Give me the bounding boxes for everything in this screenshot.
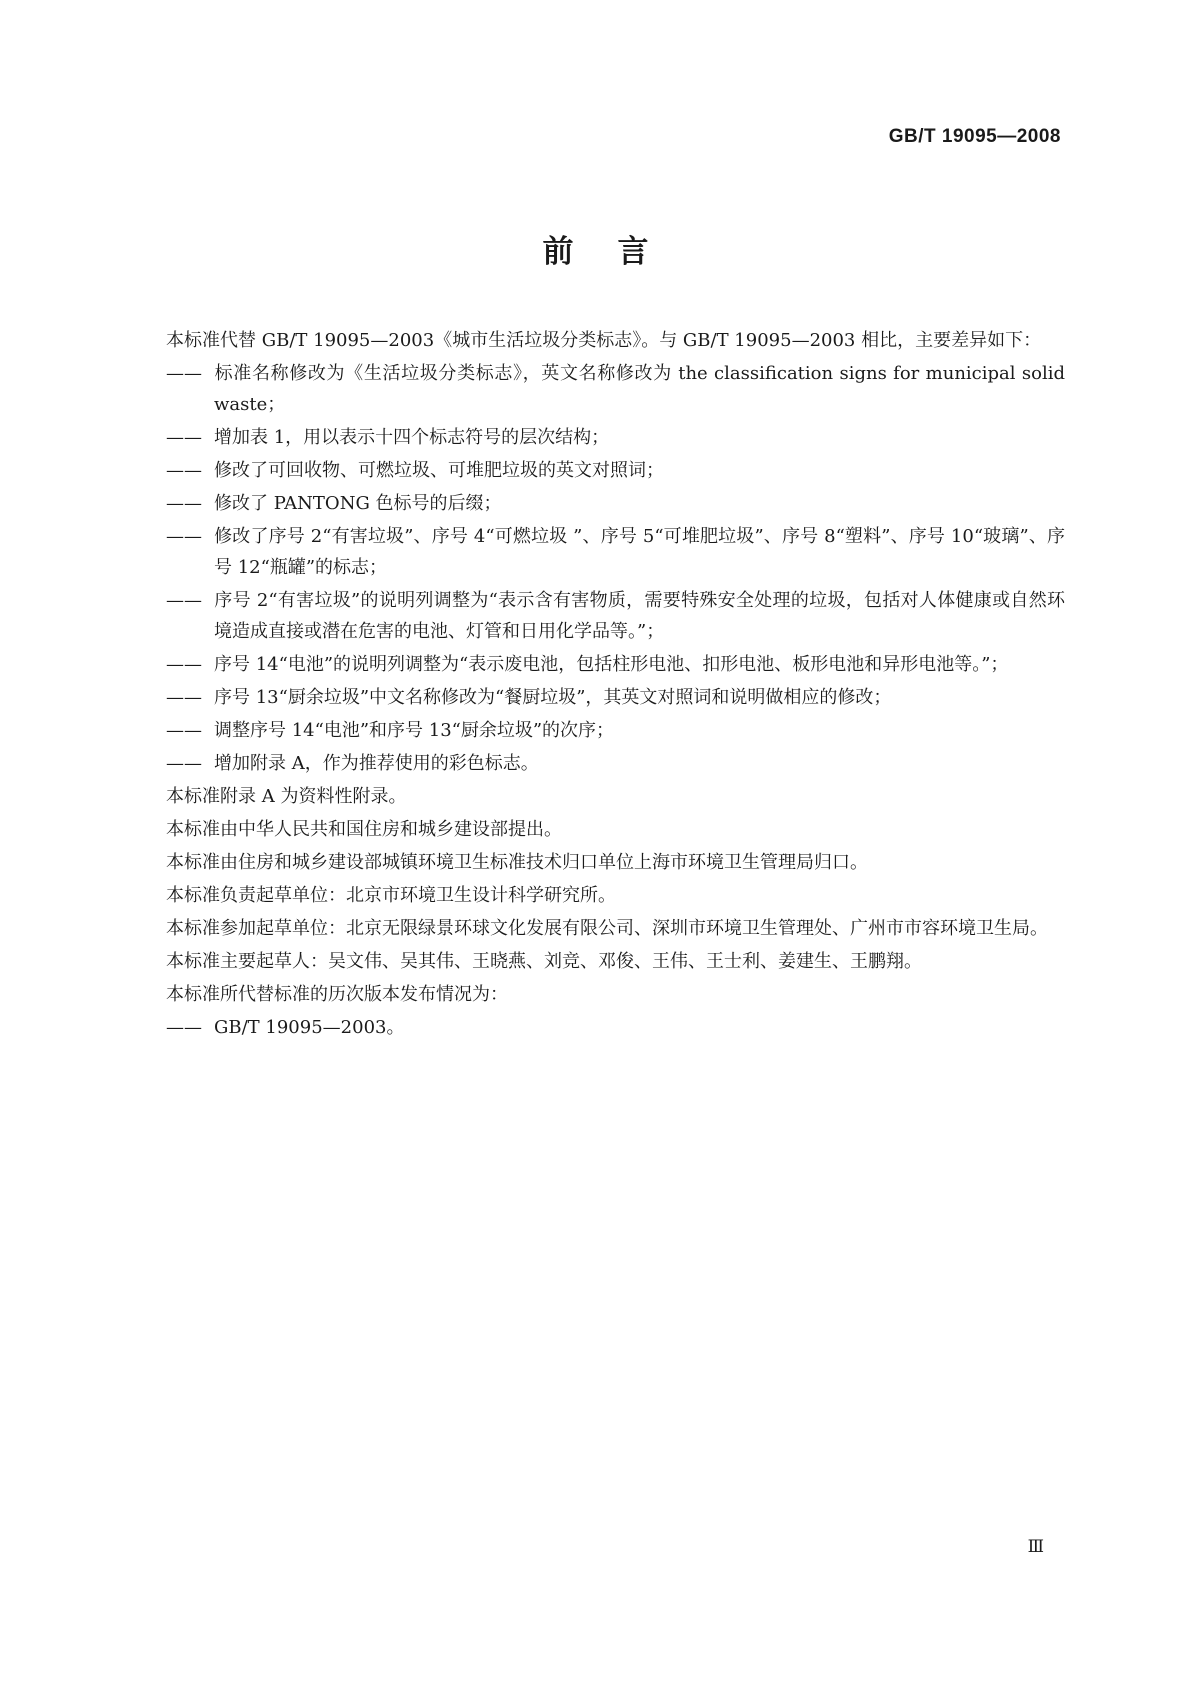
dash-mark: ——: [166, 493, 202, 514]
drafters-paragraph: 本标准主要起草人：吴文伟、吴其伟、王晓燕、刘竞、邓俊、王伟、王士利、姜建生、王鹏翔。: [166, 951, 922, 972]
change-item: [130, 682, 1065, 713]
dash-mark: ——: [166, 687, 202, 708]
dash-mark: ——: [166, 720, 202, 741]
change-item: [130, 649, 1065, 680]
change-text: 调整序号 14“电池”和序号 13“厨余垃圾”的次序；: [214, 720, 615, 741]
history-intro-paragraph: 本标准所代替标准的历次版本发布情况为：: [166, 984, 508, 1005]
dash-mark: ——: [166, 753, 202, 774]
appendix-paragraph: 本标准附录 A 为资料性附录。: [166, 786, 407, 807]
administrator-paragraph: 本标准由住房和城乡建设部城镇环境卫生标准技术归口单位上海市环境卫生管理局归口。: [166, 852, 868, 873]
change-item: [130, 488, 1065, 519]
dash-mark: ——: [166, 590, 202, 611]
standard-code: GB/T 19095—2008: [888, 126, 1061, 147]
dash-mark: ——: [166, 1017, 202, 1038]
dash-mark: ——: [166, 526, 202, 547]
change-item: [130, 455, 1065, 486]
change-text: 增加表 1，用以表示十四个标志符号的层次结构；: [214, 427, 610, 448]
dash-mark: ——: [166, 363, 202, 384]
change-text: 标准名称修改为《生活垃圾分类标志》，英文名称修改为 the classification signs for municipal solid waste；: [214, 363, 1065, 415]
dash-mark: ——: [166, 654, 202, 675]
change-item: [130, 585, 1065, 647]
change-text: 序号 2“有害垃圾”的说明列调整为“表示含有害物质，需要特殊安全处理的垃圾，包括对人体健康或自然环境造成直接或潜在危害的电池、灯管和日用化学品等。”；: [214, 590, 1065, 642]
change-item: [130, 422, 1065, 453]
change-text: 修改了序号 2“有害垃圾”、序号 4“可燃垃圾 ”、序号 5“可堆肥垃圾”、序号 8“塑料”、序号 10“玻璃”、序号 12“瓶罐”的标志；: [214, 526, 1065, 578]
dash-mark: ——: [166, 427, 202, 448]
change-text: 增加附录 A，作为推荐使用的彩色标志。: [214, 753, 539, 774]
proposer-paragraph: 本标准由中华人民共和国住房和城乡建设部提出。: [166, 819, 562, 840]
history-text: GB/T 19095—2003。: [214, 1017, 405, 1038]
change-item: [130, 521, 1065, 583]
dash-mark: ——: [166, 460, 202, 481]
intro-paragraph: 本标准代替 GB/T 19095—2003《城市生活垃圾分类标志》。与 GB/T 19095—2003 相比，主要差异如下：: [166, 330, 1042, 351]
document-body: [130, 325, 1065, 1045]
change-text: 序号 13“厨余垃圾”中文名称修改为“餐厨垃圾”，其英文对照词和说明做相应的修改；: [214, 687, 892, 708]
change-item: [130, 748, 1065, 779]
change-text: 修改了可回收物、可燃垃圾、可堆肥垃圾的英文对照词；: [214, 460, 664, 481]
drafting-unit-paragraph: 本标准负责起草单位：北京市环境卫生设计科学研究所。: [166, 885, 616, 906]
history-item: [130, 1012, 1065, 1043]
change-text: 序号 14“电池”的说明列调整为“表示废电池，包括柱形电池、扣形电池、板形电池和异形电池等。”；: [214, 654, 1009, 675]
change-item: [130, 358, 1065, 420]
change-item: [130, 715, 1065, 746]
participating-units-paragraph: 本标准参加起草单位：北京无限绿景环球文化发展有限公司、深圳市环境卫生管理处、广州市市容环境卫生局。: [166, 918, 1048, 939]
page-number: Ⅲ: [1027, 1537, 1044, 1557]
page-title: 前言: [542, 234, 693, 270]
change-text: 修改了 PANTONG 色标号的后缀；: [214, 493, 502, 514]
